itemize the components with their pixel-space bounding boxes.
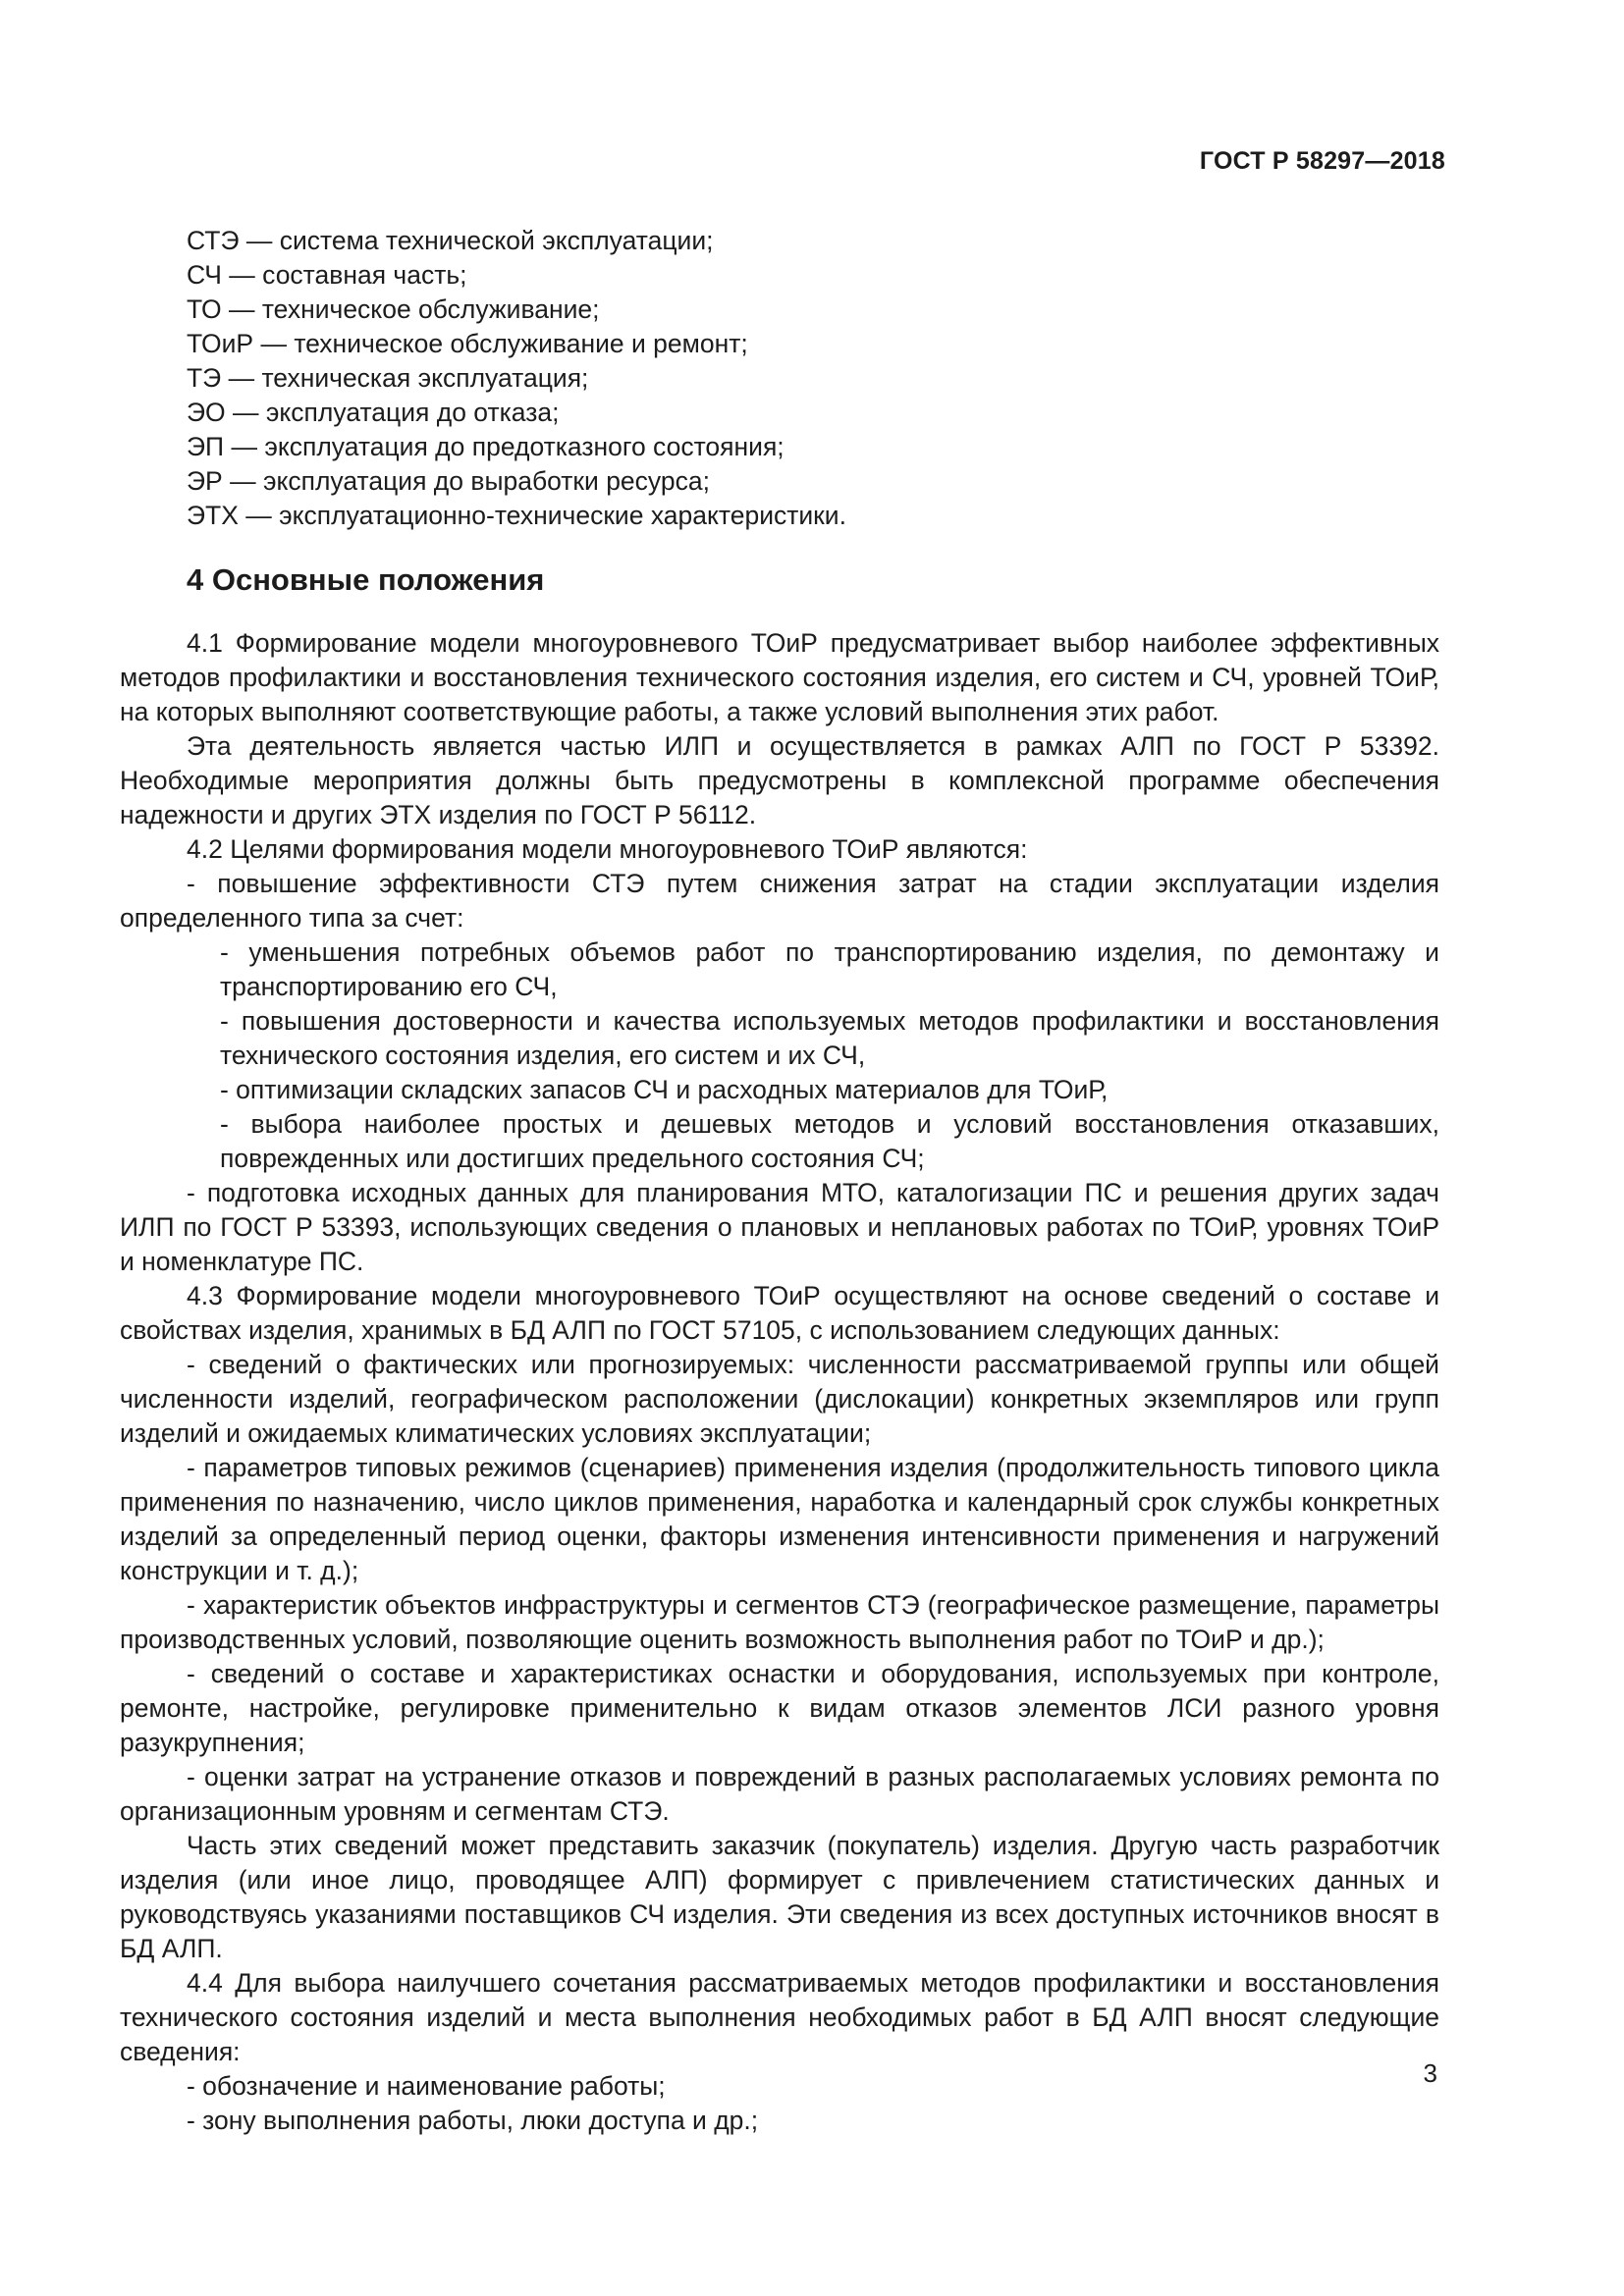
abbreviation-item: ЭП — эксплуатация до предотказного состояния; bbox=[187, 432, 785, 461]
abbreviation-item: ЭТХ — эксплуатационно-технические характеристики. bbox=[187, 501, 846, 530]
abbreviation-item: ЭО — эксплуатация до отказа; bbox=[187, 398, 560, 427]
paragraph-4-3: 4.3 Формирование модели многоуровневого ТОиР осуществляют на основе сведений о составе и свойствах изделия, хранимых в БД АЛП по ГОСТ 57105, с использованием следующих данных: bbox=[120, 1281, 1439, 1345]
abbreviation-item: ТО — техническое обслуживание; bbox=[187, 294, 600, 324]
sub-list-item: - уменьшения потребных объемов работ по транспортированию изделия, по демонтажу и транспортированию его СЧ, bbox=[220, 937, 1439, 1001]
document-header-id: ГОСТ Р 58297—2018 bbox=[1199, 147, 1445, 175]
abbreviation-item: ЭР — эксплуатация до выработки ресурса; bbox=[187, 466, 710, 496]
abbreviation-item: СЧ — составная часть; bbox=[187, 260, 467, 290]
list-item: - характеристик объектов инфраструктуры и сегментов СТЭ (географическое размещение, параметры производственных условий, позволяющие оценить возможность выполнения работ по ТОиР и др.); bbox=[120, 1590, 1439, 1654]
sub-list-item: - повышения достоверности и качества используемых методов профилактики и восстановления технического состояния изделия, его систем и их СЧ, bbox=[220, 1006, 1439, 1070]
list-item: - зону выполнения работы, люки доступа и др.; bbox=[187, 2106, 759, 2135]
abbreviation-item: ТОиР — техническое обслуживание и ремонт; bbox=[187, 329, 748, 358]
list-item: - обозначение и наименование работы; bbox=[187, 2071, 666, 2101]
list-item: - параметров типовых режимов (сценариев) применения изделия (продолжительность типового цикла применения по назначению, число циклов применения, наработка и календарный срок службы конкретных изделий за определенный период оценки, факторы изменения интенсивности применения и нагружений конструкции и т. д.); bbox=[120, 1453, 1439, 1585]
paragraph: Эта деятельность является частью ИЛП и осуществляется в рамках АЛП по ГОСТ Р 53392. Необходимые мероприятия должны быть предусмотрены в комплексной программе обеспечения надежности и других ЭТХ изделия по ГОСТ Р 56112. bbox=[120, 731, 1439, 829]
section-title: 4 Основные положения bbox=[187, 562, 545, 597]
sub-list-item: - оптимизации складских запасов СЧ и расходных материалов для ТОиР, bbox=[220, 1075, 1109, 1104]
abbreviation-item: ТЭ — техническая эксплуатация; bbox=[187, 363, 589, 393]
list-item: - повышение эффективности СТЭ путем снижения затрат на стадии эксплуатации изделия определенного типа за счет: bbox=[120, 869, 1439, 933]
paragraph-4-1: 4.1 Формирование модели многоуровневого ТОиР предусматривает выбор наиболее эффективных методов профилактики и восстановления технического состояния изделия, его систем и СЧ, уровней ТОиР, на которых выполняют соответствующие работы, а также условий выполнения этих работ. bbox=[120, 628, 1439, 726]
abbreviation-list bbox=[187, 224, 846, 533]
paragraph-4-4: 4.4 Для выбора наилучшего сочетания рассматриваемых методов профилактики и восстановления технического состояния изделий и места выполнения необходимых работ в БД АЛП вносят следующие сведения: bbox=[120, 1968, 1439, 2066]
paragraph: Часть этих сведений может представить заказчик (покупатель) изделия. Другую часть разработчик изделия (или иное лицо, проводящее АЛП) формирует с привлечением статистических данных и руководствуясь указаниями поставщиков СЧ изделия. Эти сведения из всех доступных источников вносят в БД АЛП. bbox=[120, 1831, 1439, 1963]
list-item: - подготовка исходных данных для планирования МТО, каталогизации ПС и решения других задач ИЛП по ГОСТ Р 53393, использующих сведения о плановых и неплановых работах по ТОиР, уровнях ТОиР и номенклатуре ПС. bbox=[120, 1178, 1439, 1276]
paragraph-4-2: 4.2 Целями формирования модели многоуровневого ТОиР являются: bbox=[187, 834, 1028, 864]
section-body bbox=[120, 626, 1439, 2138]
sub-list-item: - выбора наиболее простых и дешевых методов и условий восстановления отказавших, поврежденных или достигших предельного состояния СЧ; bbox=[220, 1109, 1439, 1173]
list-item: - оценки затрат на устранение отказов и повреждений в разных располагаемых условиях ремонта по организационным уровням и сегментам СТЭ. bbox=[120, 1762, 1439, 1826]
page-number: 3 bbox=[1423, 2058, 1437, 2088]
abbreviation-item: СТЭ — система технической эксплуатации; bbox=[187, 226, 714, 255]
list-item: - сведений о фактических или прогнозируемых: численности рассматриваемой группы или общей численности изделий, географическом расположении (дислокации) конкретных экземпляров или групп изделий и ожидаемых климатических условиях эксплуатации; bbox=[120, 1350, 1439, 1448]
list-item: - сведений о составе и характеристиках оснастки и оборудования, используемых при контроле, ремонте, настройке, регулировке применительно к видам отказов элементов ЛСИ разного уровня разукрупнения; bbox=[120, 1659, 1439, 1757]
